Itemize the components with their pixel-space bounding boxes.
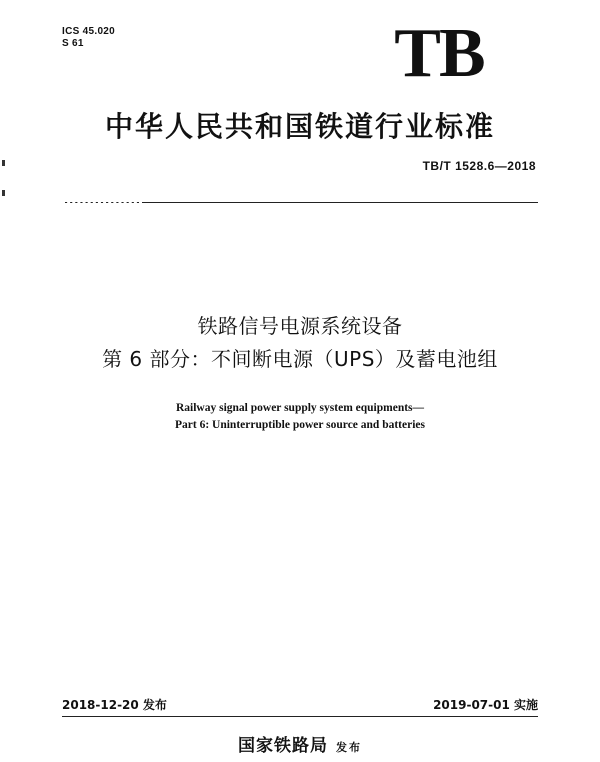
title-cn-line1: 铁路信号电源系统设备 bbox=[197, 314, 403, 338]
header-divider-gap bbox=[62, 202, 142, 203]
footer-divider bbox=[62, 716, 538, 717]
standard-number: TB/T 1528.6—2018 bbox=[422, 159, 536, 173]
implement-date: 2019-07-01 实施 bbox=[433, 698, 538, 712]
publisher-suffix: 发布 bbox=[336, 741, 362, 754]
scan-edge-mark bbox=[2, 190, 5, 196]
title-cn-line2: 第 6 部分：不间断电源（UPS）及蓄电池组 bbox=[102, 347, 498, 371]
publisher bbox=[0, 736, 600, 758]
publisher-name: 国家铁路局 bbox=[238, 736, 328, 756]
classification-codes bbox=[62, 26, 115, 50]
publish-date: 2018-12-20 发布 bbox=[62, 698, 167, 712]
scan-edge-mark bbox=[2, 160, 5, 166]
title-en-line2: Part 6: Uninterruptible power source and batteries bbox=[175, 419, 425, 431]
ics-code: ICS 45.020 bbox=[62, 26, 116, 37]
tb-logo: TB bbox=[394, 15, 484, 92]
title-en-line1: Railway signal power supply system equipments— bbox=[175, 402, 425, 414]
class-code: S 61 bbox=[62, 38, 84, 49]
org-title: 中华人民共和国铁道行业标准 bbox=[104, 110, 495, 143]
